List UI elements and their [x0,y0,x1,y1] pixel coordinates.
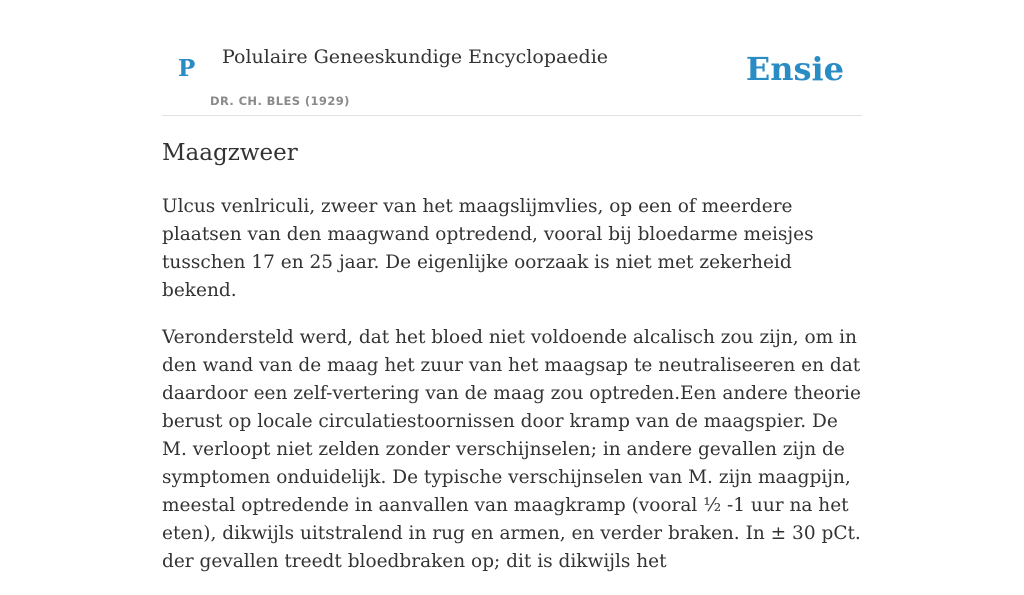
book-author: DR. CH. BLES (1929) [210,94,350,108]
book-title[interactable]: Polulaire Geneeskundige Encyclopaedie [222,46,609,68]
article-title: Maagzweer [162,140,298,166]
article-body [162,193,867,595]
article-paragraph: Verondersteld werd, dat het bloed niet voldoende alcalisch zou zijn, om in den wand van de maag het zuur van het maagsap te neutraliseeren en dat daardoor een zelf-vertering van de maag zou optreden.Een andere theorie berust op locale circulatiestoornissen door kramp van de maagspier. De M. verloopt niet zelden zonder verschijnselen; in andere gevallen zijn de symptomen onduidelijk. De typische verschijnselen van M. zijn maagpijn, meestal optredende in aanvallen van maagkramp (vooral ½ -1 uur na het eten), dikwijls uitstralend in rug en armen, en verder braken. In ± 30 pCt. der gevallen treedt bloedbraken op; dit is dikwijls het [162,327,861,572]
book-header [162,0,862,116]
book-logo-letter[interactable]: P [178,55,196,82]
article-paragraph: Ulcus venlriculi, zweer van het maagslijmvlies, op een of meerdere plaatsen van den maagwand optredend, vooral bij bloedarme meisjes tusschen 17 en 25 jaar. De eigenlijke oorzaak is niet met zekerheid bekend. [162,196,814,301]
brand-logo[interactable]: Ensie [745,50,844,88]
